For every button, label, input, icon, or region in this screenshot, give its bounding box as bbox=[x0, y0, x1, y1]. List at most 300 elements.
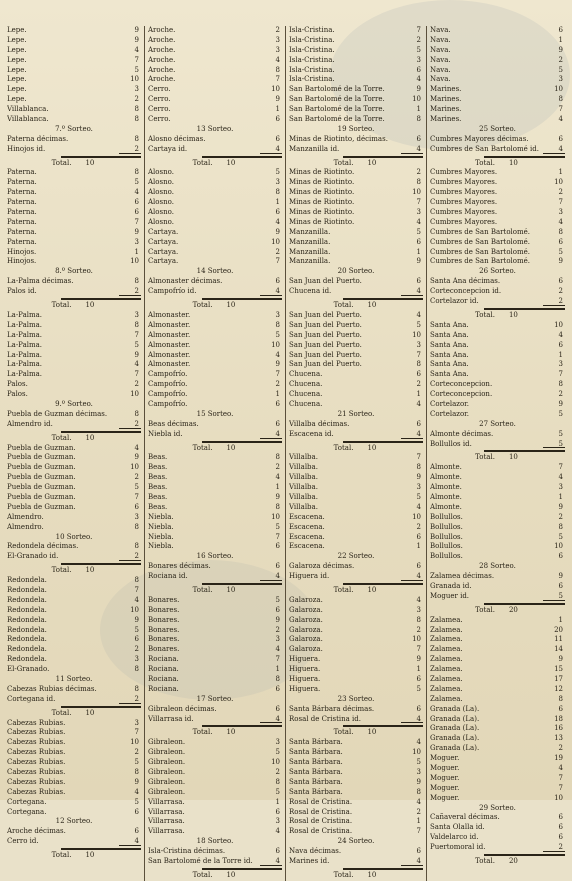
entry-row bbox=[148, 311, 282, 321]
entry-row bbox=[289, 778, 423, 788]
entry-number: 7 bbox=[558, 463, 563, 472]
entry-label: Total. bbox=[333, 870, 354, 879]
entry-number: 9 bbox=[134, 26, 139, 34]
total-rule bbox=[148, 582, 282, 586]
entry-row bbox=[430, 198, 565, 208]
entry-row bbox=[7, 56, 141, 66]
entry-label: Cortelazor id. bbox=[430, 297, 479, 306]
entry-row bbox=[7, 218, 141, 228]
entry-row bbox=[148, 847, 282, 857]
entry-row bbox=[430, 813, 565, 823]
entry-row bbox=[148, 493, 282, 503]
entry-number: 1 bbox=[558, 615, 563, 624]
entry-label: Redondela décimas. bbox=[7, 542, 79, 551]
entry-number: 9 bbox=[416, 85, 421, 94]
entry-number: 1 bbox=[558, 492, 563, 501]
draw-heading bbox=[148, 410, 282, 420]
entry-number: 6 bbox=[134, 502, 139, 511]
entry-number: 2 bbox=[134, 287, 139, 296]
entry-number: 8 bbox=[416, 463, 421, 472]
draw-heading bbox=[7, 533, 141, 543]
entry-row bbox=[430, 523, 565, 533]
entry-label: Puebla de Guzman. bbox=[7, 492, 76, 501]
entry-row bbox=[7, 728, 141, 738]
entry-label: Beas. bbox=[148, 473, 168, 482]
total-row bbox=[289, 728, 423, 738]
entry-number: 6 bbox=[416, 419, 421, 428]
entry-row bbox=[148, 218, 282, 228]
entry-number: 10 bbox=[508, 310, 518, 319]
total-row bbox=[148, 728, 282, 738]
entry-row bbox=[430, 360, 565, 370]
entry-row bbox=[289, 75, 423, 85]
entry-label: Marines. bbox=[430, 105, 462, 114]
entry-number: 6 bbox=[275, 807, 280, 816]
entry-label: San Bartolomé de la Torre. bbox=[289, 95, 385, 104]
entry-label: Campofrío. bbox=[148, 390, 188, 399]
entry-number: 10 bbox=[271, 512, 280, 521]
entry-row bbox=[289, 311, 423, 321]
entry-label: Alosno. bbox=[148, 168, 174, 177]
entry-label: San Juan del Puerto. bbox=[289, 277, 362, 286]
draw-heading bbox=[289, 552, 423, 562]
entry-number: 10 bbox=[412, 330, 421, 339]
entry-number: 10 bbox=[412, 748, 421, 757]
entry-row bbox=[430, 582, 565, 592]
entry-label: Cumbres de San Bartolomé. bbox=[430, 237, 530, 246]
draw-heading bbox=[289, 267, 423, 277]
entry-label: Cabezas Rubias. bbox=[7, 738, 66, 747]
entry-label: El-Granado id. bbox=[7, 552, 59, 561]
entry-label: Puebla de Guzman. bbox=[7, 473, 76, 482]
entry-row bbox=[289, 380, 423, 390]
entry-number: 9 bbox=[134, 350, 139, 359]
entry-label: Almendro. bbox=[7, 512, 44, 521]
entry-row bbox=[7, 778, 141, 788]
entry-label: Corteconcepcion. bbox=[430, 380, 493, 389]
entry-label: Aroche. bbox=[148, 45, 176, 54]
entry-number: 4 bbox=[416, 429, 421, 438]
entry-row bbox=[7, 380, 141, 390]
entry-label: Villarrasa. bbox=[148, 797, 185, 806]
entry-number: 2 bbox=[416, 168, 421, 177]
entry-number: 6 bbox=[558, 823, 563, 832]
entry-number: 6 bbox=[416, 134, 421, 143]
entry-label: Rociana. bbox=[148, 675, 179, 683]
entry-row bbox=[289, 277, 423, 287]
entry-label: Santa Ana. bbox=[430, 320, 469, 329]
total-row bbox=[148, 444, 282, 454]
entry-label: Puertomoral id. bbox=[430, 843, 486, 852]
draw-heading-text: 18 Sorteo. bbox=[196, 837, 234, 846]
entry-label: Moguer. bbox=[430, 773, 460, 782]
entry-number: 8 bbox=[416, 787, 421, 796]
entry-row bbox=[289, 626, 423, 636]
entry-label: Bollullos. bbox=[430, 542, 463, 551]
entry-label: Granada (La). bbox=[430, 724, 480, 733]
entry-row bbox=[289, 463, 423, 473]
entry-number: 5 bbox=[134, 625, 139, 634]
entry-number: 8 bbox=[134, 684, 139, 693]
entry-number: 10 bbox=[412, 188, 421, 197]
entry-number: 9 bbox=[416, 777, 421, 786]
entry-label: Higuera. bbox=[289, 684, 321, 693]
entry-number: 6 bbox=[416, 562, 421, 571]
entry-row bbox=[7, 26, 141, 36]
draw-heading-text: 17 Sorteo. bbox=[196, 694, 234, 703]
entry-row bbox=[148, 473, 282, 483]
entry-row bbox=[148, 675, 282, 685]
entry-number: 3 bbox=[134, 718, 139, 727]
draw-heading bbox=[289, 837, 423, 847]
columns bbox=[4, 26, 568, 881]
entry-row bbox=[148, 95, 282, 105]
total-rule bbox=[289, 440, 423, 444]
entry-label: Nava. bbox=[430, 35, 451, 44]
entry-label: Campofrío. bbox=[148, 370, 188, 379]
entry-number: 4 bbox=[416, 75, 421, 84]
entry-number: 3 bbox=[275, 738, 280, 747]
entry-row bbox=[148, 798, 282, 808]
entry-number: 10 bbox=[508, 158, 518, 167]
total-row bbox=[430, 453, 565, 463]
entry-label: Isla-Cristina. bbox=[289, 45, 335, 54]
entry-label: Palos id. bbox=[7, 287, 37, 296]
entry-row bbox=[7, 341, 141, 351]
entry-number: 4 bbox=[416, 738, 421, 747]
entry-label: Cañaveral décimas. bbox=[430, 813, 500, 822]
entry-row bbox=[430, 248, 565, 258]
entry-number: 2 bbox=[134, 380, 139, 389]
entry-number: 10 bbox=[554, 85, 563, 94]
entry-label: Cabezas Rubias. bbox=[7, 728, 66, 737]
entry-number: 6 bbox=[558, 237, 563, 246]
entry-label: Escacena. bbox=[289, 532, 325, 541]
entry-label: Chucena id. bbox=[289, 287, 332, 296]
entry-number: 3 bbox=[275, 635, 280, 644]
entry-label: Manzanilla id. bbox=[289, 144, 340, 153]
entry-label: Isla-Cristina décimas. bbox=[148, 847, 226, 856]
entry-row bbox=[430, 493, 565, 503]
entry-row bbox=[7, 311, 141, 321]
entry-label: Alosno. bbox=[148, 188, 174, 197]
entry-number: 4 bbox=[416, 857, 421, 866]
entry-label: Cumbres Mayores. bbox=[430, 168, 498, 177]
entry-row bbox=[289, 847, 423, 857]
entry-label: Villarrasa. bbox=[148, 807, 185, 816]
entry-label: Paterna décimas. bbox=[7, 134, 69, 143]
entry-label: Bonares. bbox=[148, 605, 180, 614]
total-row bbox=[7, 434, 141, 444]
entry-row bbox=[289, 817, 423, 827]
entry-number: 3 bbox=[558, 483, 563, 492]
entry-number: 5 bbox=[134, 758, 139, 767]
entry-number: 6 bbox=[416, 65, 421, 74]
entry-label: Zalamea. bbox=[430, 625, 463, 634]
entry-number: 6 bbox=[416, 277, 421, 286]
entry-row bbox=[148, 341, 282, 351]
total-rule bbox=[148, 155, 282, 159]
entry-label: Lepe. bbox=[7, 35, 27, 44]
entry-row bbox=[7, 635, 141, 645]
entry-number: 7 bbox=[416, 350, 421, 359]
entry-number: 8 bbox=[134, 542, 139, 551]
entry-number: 3 bbox=[416, 340, 421, 349]
entry-row bbox=[7, 808, 141, 818]
entry-row bbox=[430, 321, 565, 331]
entry-number: 20 bbox=[508, 605, 518, 614]
entry-label: Niebla. bbox=[148, 522, 174, 531]
entry-number: 6 bbox=[558, 277, 563, 286]
entry-label: Cabezas Rubias. bbox=[7, 718, 66, 727]
entry-number: 10 bbox=[367, 728, 377, 737]
entry-label: Puebla de Guzman. bbox=[7, 443, 76, 452]
entry-number: 6 bbox=[275, 562, 280, 571]
draw-heading bbox=[7, 400, 141, 410]
entry-row bbox=[430, 95, 565, 105]
entry-label: Hinojos. bbox=[7, 247, 37, 256]
total-row bbox=[430, 606, 565, 616]
entry-label: Total. bbox=[333, 443, 354, 452]
entry-label: Redondela. bbox=[7, 635, 47, 644]
entry-row bbox=[148, 705, 282, 715]
entry-row bbox=[148, 36, 282, 46]
entry-number: 5 bbox=[558, 532, 563, 541]
entry-number: 4 bbox=[416, 714, 421, 723]
entry-number: 10 bbox=[130, 463, 139, 472]
entry-label: Escacena. bbox=[289, 522, 325, 531]
total-rule bbox=[148, 440, 282, 444]
entry-label: Total. bbox=[192, 158, 213, 167]
entry-label: Villalba. bbox=[289, 463, 318, 472]
entry-number: 9 bbox=[134, 615, 139, 624]
entry-row bbox=[430, 26, 565, 36]
entry-label: Cabezas Rubias. bbox=[7, 787, 66, 796]
entry-label: Nava. bbox=[430, 55, 451, 64]
entry-number: 6 bbox=[558, 581, 563, 590]
entry-label: San Juan del Puerto. bbox=[289, 330, 362, 339]
entry-label: Paterna. bbox=[7, 188, 37, 197]
entry-row bbox=[430, 135, 565, 145]
total-row bbox=[289, 444, 423, 454]
entry-number: 3 bbox=[134, 85, 139, 94]
entry-row bbox=[289, 257, 423, 267]
entry-label: Cumbres Mayores. bbox=[430, 217, 498, 226]
entry-row bbox=[289, 562, 423, 572]
entry-number: 4 bbox=[134, 188, 139, 197]
entry-number: 8 bbox=[134, 665, 139, 674]
entry-row bbox=[7, 135, 141, 145]
entry-row bbox=[430, 188, 565, 198]
entry-label: Redondela. bbox=[7, 625, 47, 634]
entry-label: Cartaya id. bbox=[148, 144, 188, 153]
entry-label: La-Palma. bbox=[7, 360, 43, 369]
entry-row bbox=[148, 331, 282, 341]
entry-number: 9 bbox=[275, 95, 280, 104]
entry-row bbox=[289, 188, 423, 198]
entry-label: Almonaster. bbox=[148, 310, 191, 319]
total-rule bbox=[430, 602, 565, 606]
entry-label: Moguer. bbox=[430, 793, 460, 802]
entry-label: Aroche. bbox=[148, 26, 176, 34]
total-row bbox=[7, 851, 141, 861]
entry-number: 5 bbox=[558, 409, 563, 418]
entry-row bbox=[430, 380, 565, 390]
entry-label: Escacena id. bbox=[289, 429, 334, 438]
total-rule bbox=[289, 297, 423, 301]
entry-number: 1 bbox=[558, 350, 563, 359]
draw-heading-text: 24 Sorteo. bbox=[337, 837, 375, 846]
entry-label: San Bartolomé de la Torre. bbox=[289, 105, 385, 114]
entry-label: Gibraleon décimas. bbox=[148, 704, 217, 713]
total-row bbox=[148, 301, 282, 311]
entry-number: 6 bbox=[416, 847, 421, 856]
total-row bbox=[289, 586, 423, 596]
entry-label: Total. bbox=[192, 301, 213, 310]
entry-label: Alosno. bbox=[148, 198, 174, 207]
entry-row bbox=[289, 248, 423, 258]
entry-number: 9 bbox=[558, 655, 563, 664]
entry-row bbox=[148, 228, 282, 238]
entry-number: 4 bbox=[558, 115, 563, 124]
entry-number: 7 bbox=[275, 370, 280, 379]
entry-number: 7 bbox=[134, 728, 139, 737]
total-rule bbox=[148, 867, 282, 871]
entry-row bbox=[289, 685, 423, 695]
entry-label: Bonares. bbox=[148, 635, 180, 644]
entry-row bbox=[289, 400, 423, 410]
entry-number: 10 bbox=[554, 320, 563, 329]
entry-row bbox=[289, 798, 423, 808]
entry-row bbox=[7, 360, 141, 370]
entry-label: Paterna. bbox=[7, 178, 37, 187]
entry-number: 4 bbox=[558, 144, 563, 153]
draw-heading-text: 23 Sorteo. bbox=[337, 694, 375, 703]
entry-label: Corteconcepcion id. bbox=[430, 287, 502, 296]
entry-row bbox=[148, 238, 282, 248]
entry-label: San Juan del Puerto. bbox=[289, 320, 362, 329]
entry-label: Galaroza. bbox=[289, 645, 323, 654]
entry-row bbox=[7, 586, 141, 596]
entry-row bbox=[148, 168, 282, 178]
entry-label: Marines. bbox=[430, 85, 462, 94]
entry-row bbox=[148, 483, 282, 493]
entry-number: 2 bbox=[416, 380, 421, 389]
total-row bbox=[289, 301, 423, 311]
entry-number: 5 bbox=[134, 65, 139, 74]
entry-label: Lepe. bbox=[7, 55, 27, 64]
entry-label: Villalba décimas. bbox=[289, 419, 350, 428]
entry-label: Moguer. bbox=[430, 754, 460, 763]
entry-label: Niebla. bbox=[148, 512, 174, 521]
entry-row bbox=[7, 351, 141, 361]
entry-number: 7 bbox=[275, 532, 280, 541]
entry-label: Isla-Cristina. bbox=[289, 55, 335, 64]
entry-row bbox=[148, 596, 282, 606]
entry-number: 4 bbox=[275, 473, 280, 482]
entry-number: 7 bbox=[416, 645, 421, 654]
entry-label: La-Palma. bbox=[7, 340, 43, 349]
entry-number: 4 bbox=[134, 443, 139, 452]
entry-number: 3 bbox=[558, 360, 563, 369]
draw-heading bbox=[430, 804, 565, 814]
entry-row bbox=[7, 473, 141, 483]
entry-label: Santa Bárbara décimas. bbox=[289, 704, 375, 713]
entry-row bbox=[7, 331, 141, 341]
entry-number: 9 bbox=[275, 227, 280, 236]
draw-heading bbox=[289, 695, 423, 705]
entry-number: 3 bbox=[134, 512, 139, 521]
entry-row bbox=[430, 238, 565, 248]
entry-number: 4 bbox=[134, 595, 139, 604]
entry-row bbox=[289, 616, 423, 626]
draw-heading-text: 20 Sorteo. bbox=[337, 267, 375, 276]
entry-row bbox=[430, 430, 565, 440]
entry-label: Galaroza. bbox=[289, 605, 323, 614]
entry-row bbox=[430, 744, 565, 754]
entry-row bbox=[289, 808, 423, 818]
entry-label: Beas. bbox=[148, 492, 168, 501]
entry-number: 5 bbox=[275, 168, 280, 177]
entry-label: Chucena. bbox=[289, 380, 323, 389]
entry-number: 5 bbox=[134, 797, 139, 806]
entry-number: 3 bbox=[558, 75, 563, 84]
entry-number: 2 bbox=[558, 843, 563, 852]
entry-label: Almonaster. bbox=[148, 330, 191, 339]
entry-number: 7 bbox=[416, 26, 421, 34]
entry-row bbox=[148, 135, 282, 145]
draw-heading-text: 14 Sorteo. bbox=[196, 267, 234, 276]
entry-label: Galaroza décimas. bbox=[289, 562, 355, 571]
entry-label: Minas de Riotinto, décimas. bbox=[289, 134, 388, 143]
entry-row bbox=[7, 188, 141, 198]
entry-row bbox=[148, 463, 282, 473]
entry-row bbox=[7, 178, 141, 188]
entry-number: 10 bbox=[85, 433, 95, 442]
entry-label: Beas. bbox=[148, 502, 168, 511]
entry-row bbox=[289, 390, 423, 400]
entry-row bbox=[7, 596, 141, 606]
entry-label: Beas. bbox=[148, 463, 168, 472]
entry-number: 6 bbox=[558, 26, 563, 34]
entry-row bbox=[7, 277, 141, 287]
entry-number: 4 bbox=[275, 287, 280, 296]
entry-label: Campofrío. bbox=[148, 399, 188, 408]
entry-label: Paterna. bbox=[7, 208, 37, 217]
entry-number: 8 bbox=[134, 115, 139, 124]
entry-row bbox=[430, 513, 565, 523]
entry-row bbox=[148, 56, 282, 66]
entry-label: Cartaya. bbox=[148, 257, 179, 266]
entry-number: 6 bbox=[275, 605, 280, 614]
entry-row bbox=[430, 552, 565, 562]
entry-row bbox=[289, 95, 423, 105]
entry-number: 9 bbox=[275, 360, 280, 369]
entry-label: Isla-Cristina. bbox=[289, 65, 335, 74]
total-row bbox=[289, 159, 423, 169]
entry-number: 2 bbox=[558, 55, 563, 64]
entry-label: Villalba. bbox=[289, 453, 318, 462]
total-row bbox=[430, 159, 565, 169]
entry-row bbox=[430, 764, 565, 774]
entry-number: 6 bbox=[275, 419, 280, 428]
entry-number: 18 bbox=[554, 714, 563, 723]
entry-row bbox=[430, 572, 565, 582]
entry-row bbox=[7, 493, 141, 503]
entry-row bbox=[148, 758, 282, 768]
draw-heading bbox=[148, 267, 282, 277]
entry-row bbox=[148, 321, 282, 331]
